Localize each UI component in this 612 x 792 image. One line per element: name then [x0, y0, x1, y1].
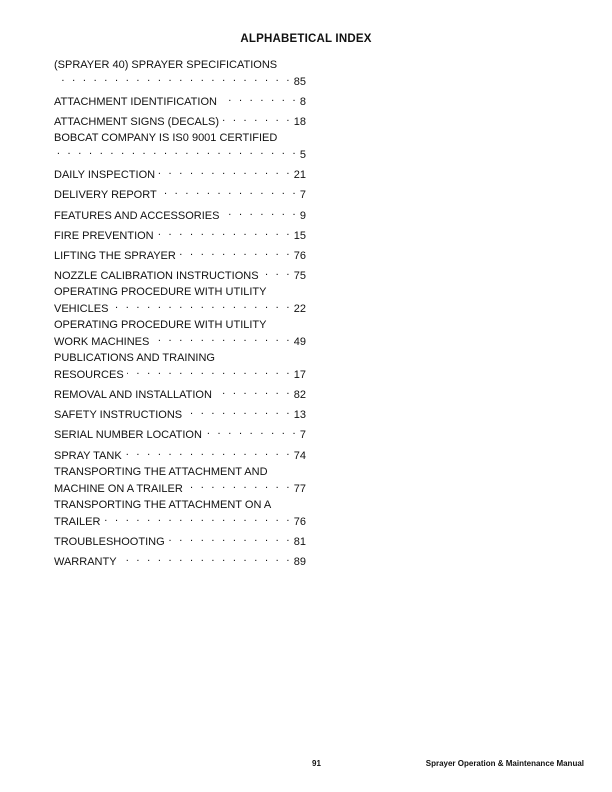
index-entry-page-number: 15: [293, 229, 306, 242]
index-entry-line: [54, 512, 306, 529]
dot-leader: [179, 246, 292, 259]
dot-leader: [57, 72, 292, 85]
index-entry-text: VEHICLES: [54, 302, 109, 315]
index-entry-text: SERIAL NUMBER LOCATION: [54, 429, 202, 442]
index-entry: [54, 206, 306, 223]
index-entry-text: DELIVERY REPORT: [54, 189, 157, 202]
index-entry-page-number: 49: [293, 336, 306, 349]
index-entry-line: [54, 532, 306, 549]
index-entry: [54, 352, 306, 382]
index-entry: [54, 446, 306, 463]
index-entry: [54, 385, 306, 402]
index-entry-text: ATTACHMENT SIGNS (DECALS): [54, 116, 220, 129]
index-entry: [54, 132, 306, 162]
index-entry-text: REMOVAL AND INSTALLATION: [54, 389, 212, 402]
index-entry-page-number: 76: [293, 515, 306, 528]
index-entry-heading-line: TRANSPORTING THE ATTACHMENT AND: [54, 465, 268, 478]
index-entry-heading-line: PUBLICATIONS AND TRAINING: [54, 352, 215, 365]
index-entry-line: [54, 185, 306, 202]
index-entry-page-number: 89: [293, 555, 306, 568]
index-entry: [54, 92, 306, 109]
index-entry-text: FIRE PREVENTION: [54, 229, 154, 242]
index-entry-line: [54, 206, 306, 223]
index-entry-line: [54, 405, 306, 422]
index-entry-line: [54, 365, 306, 382]
index-entry: [54, 425, 306, 442]
dot-leader: [125, 446, 292, 459]
index-entry: [54, 246, 306, 263]
index-entry-text: SPRAY TANK: [54, 449, 122, 462]
dot-leader: [262, 266, 292, 279]
alphabetical-index-list: [54, 59, 306, 572]
dot-leader: [215, 385, 292, 398]
index-entry-page-number: 81: [293, 535, 306, 548]
index-entry-heading-line: OPERATING PROCEDURE WITH UTILITY: [54, 319, 267, 332]
index-entry-page-number: 5: [299, 149, 306, 162]
index-entry-page-number: 8: [299, 96, 306, 109]
index-entry-page-number: 7: [299, 429, 306, 442]
index-entry-heading-line: (SPRAYER 40) SPRAYER SPECIFICATIONS: [54, 59, 278, 71]
index-entry-line: [54, 246, 306, 263]
index-entry-line: [54, 165, 306, 182]
dot-leader: [186, 479, 292, 492]
index-entry-line: [54, 72, 306, 89]
dot-leader: [152, 332, 291, 345]
index-entry-text: FEATURES AND ACCESSORIES: [54, 209, 220, 222]
index-entry-line: [54, 299, 306, 316]
index-entry-text: RESOURCES: [54, 369, 124, 382]
index-entry: [54, 112, 306, 129]
index-entry-line: [54, 226, 306, 243]
index-entry-line: [54, 92, 306, 109]
index-entry-page-number: 13: [293, 409, 306, 422]
index-entry-page-number: 82: [293, 389, 306, 402]
dot-leader: [220, 92, 298, 105]
index-entry-text: DAILY INSPECTION: [54, 169, 156, 182]
footer-page-number: 91: [312, 759, 321, 768]
index-entry-line: [54, 145, 306, 162]
index-entry-page-number: 18: [293, 116, 306, 129]
index-entry-text: MACHINE ON A TRAILER: [54, 482, 183, 495]
index-entry: [54, 405, 306, 422]
index-entry-page-number: 75: [293, 269, 306, 282]
index-entry-page-number: 7: [299, 189, 306, 202]
index-entry: [54, 59, 306, 89]
index-entry-line: [54, 479, 306, 496]
index-entry-page-number: 21: [293, 169, 306, 182]
dot-leader: [120, 552, 292, 565]
index-entry: [54, 319, 306, 349]
dot-leader: [158, 165, 292, 178]
dot-leader: [222, 206, 297, 219]
index-entry: [54, 286, 306, 316]
index-entry-text: WORK MACHINES: [54, 336, 150, 349]
index-entry-text: TRAILER: [54, 515, 101, 528]
index-entry-page-number: 76: [293, 249, 306, 262]
index-entry: [54, 226, 306, 243]
page-title: ALPHABETICAL INDEX: [240, 33, 372, 45]
index-entry: [54, 266, 306, 283]
index-entry: [54, 499, 306, 529]
index-entry-line: [54, 552, 306, 569]
index-entry-page-number: 74: [293, 449, 306, 462]
dot-leader: [168, 532, 292, 545]
index-entry: [54, 466, 306, 496]
index-entry-page-number: 77: [293, 482, 306, 495]
index-entry-text: TROUBLESHOOTING: [54, 535, 165, 548]
index-entry-line: [54, 446, 306, 463]
index-entry: [54, 532, 306, 549]
dot-leader: [127, 365, 292, 378]
index-entry-line: [54, 425, 306, 442]
dot-leader: [157, 226, 292, 239]
index-entry-text: ATTACHMENT IDENTIFICATION: [54, 96, 217, 109]
footer-manual-title: Sprayer Operation & Maintenance Manual: [425, 759, 584, 768]
dot-leader: [205, 425, 298, 438]
dot-leader: [111, 299, 291, 312]
index-entry-heading-line: TRANSPORTING THE ATTACHMENT ON A: [54, 498, 272, 511]
index-entry-line: [54, 332, 306, 349]
index-entry-page-number: 17: [293, 369, 306, 382]
dot-leader: [160, 185, 298, 198]
index-entry-page-number: 22: [293, 302, 306, 315]
index-entry-heading-line: OPERATING PROCEDURE WITH UTILITY: [54, 285, 267, 298]
index-entry-text: LIFTING THE SPRAYER: [54, 249, 176, 262]
dot-leader: [185, 405, 292, 418]
index-entry: [54, 185, 306, 202]
index-entry-line: [54, 266, 306, 283]
index-entry-page-number: 9: [299, 209, 306, 222]
index-entry-line: [54, 112, 306, 129]
index-entry-line: [54, 385, 306, 402]
dot-leader: [103, 512, 291, 525]
index-entry: [54, 552, 306, 569]
dot-leader: [57, 145, 298, 158]
index-entry-text: SAFETY INSTRUCTIONS: [54, 409, 183, 422]
index-entry-heading-line: BOBCAT COMPANY IS IS0 9001 CERTIFIED: [54, 132, 278, 145]
index-entry: [54, 165, 306, 182]
index-entry-page-number: 85: [293, 76, 306, 88]
dot-leader: [222, 112, 292, 125]
index-entry-text: NOZZLE CALIBRATION INSTRUCTIONS: [54, 269, 259, 282]
index-entry-text: WARRANTY: [54, 555, 117, 568]
